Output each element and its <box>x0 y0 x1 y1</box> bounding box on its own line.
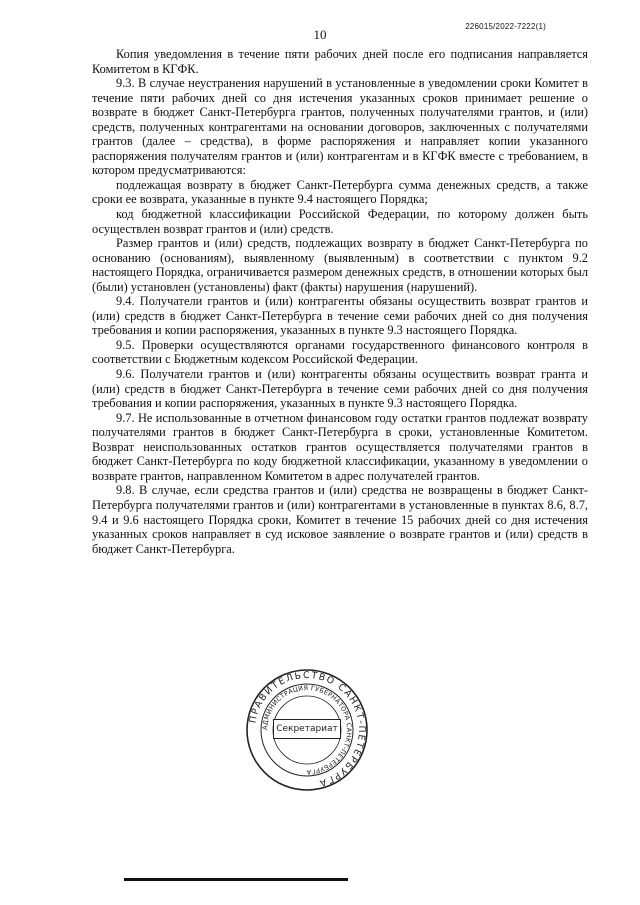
document-id: 226015/2022-7222(1) <box>465 22 546 31</box>
paragraph-9-3-item-amount: подлежащая возврату в бюджет Санкт-Петербурга сумма денежных средств, а также сроки ее возврата, указанные в пункте 9.4 настоящего Порядка; <box>92 177 588 207</box>
seal-center-label: Секретариат <box>273 719 341 739</box>
footer-rule <box>124 878 348 881</box>
paragraph-9-5: 9.5. Проверки осуществляются органами государственного финансового контроля в соответствии с Бюджетным кодексом Российской Федерации. <box>92 337 588 367</box>
paragraph-9-3: 9.3. В случае неустранения нарушений в установленные в уведомлении сроки Комитет в течение пяти рабочих дней со дня истечения указанных сроков принимает решение о возврате в бюджет Санкт-Петербурга грантов, полученных получателями грантов, и (или) средств, полученных контрагентами на основании договоров, заключенных с получателями грантов (далее – средства), в форме распоряжения и направляет копии указанного распоряжения получателям грантов и (или) контрагентам и в КГФК вместе с требованием, в котором предусматриваются: <box>92 76 588 178</box>
seal-inner-text: АДМИНИСТРАЦИЯ ГУБЕРНАТОРА САНКТ-ПЕТЕРБУРГА <box>260 683 354 777</box>
paragraph-9-6: 9.6. Получатели грантов и (или) контрагенты обязаны осуществить возврат гранта и (или) средств в бюджет Санкт-Петербурга в течение семи рабочих дней со дня получения требования и копии распоряжения, указанных в пункте 9.3 настоящего Порядка. <box>92 367 588 411</box>
paragraph-notice-copy: Копия уведомления в течение пяти рабочих дней после его подписания направляется Комитетом в КГФК. <box>92 47 588 76</box>
seal-outer-text: ПРАВИТЕЛЬСТВО САНКТ-ПЕТЕРБУРГА <box>247 669 368 789</box>
official-seal <box>245 668 369 792</box>
document-body <box>92 47 588 556</box>
paragraph-9-7: 9.7. Не использованные в отчетном финансовом году остатки грантов подлежат возврату получателями грантов в бюджет Санкт-Петербурга в сроки, установленные Комитетом. Возврат неиспользованных остатков грантов осуществляется получателями грантов в бюджет Санкт-Петербурга по коду бюджетной классификации, указанному в уведомлении о возврате грантов, направленном Комитетом в адрес получателей грантов. <box>92 410 588 483</box>
paragraph-9-3-item-code: код бюджетной классификации Российской Федерации, по которому должен быть осуществлен возврат грантов и (или) средств. <box>92 207 588 236</box>
paragraph-9-4: 9.4. Получатели грантов и (или) контрагенты обязаны осуществить возврат грантов и (или) средств в бюджет Санкт-Петербурга в течение семи рабочих дней со дня получения требования и копии распоряжения, указанных в пункте 9.3 настоящего Порядка. <box>92 294 588 338</box>
paragraph-9-3-size: Размер грантов и (или) средств, подлежащих возврату в бюджет Санкт-Петербурга по основанию (основаниям), выявленному (выявленным) в соответствии с пунктом 9.2 настоящего Порядка, ограничивается размером денежных средств, в отношении которых был (были) установлен (установлены) факт (факты) нарушения (нарушений). <box>92 236 588 294</box>
page-number: 10 <box>313 27 327 42</box>
paragraph-9-8: 9.8. В случае, если средства грантов и (или) средства не возвращены в бюджет Санкт-Петербурга получателями грантов и (или) контрагентами в установленные в пунктах 8.6, 8.7, 9.4 и 9.6 настоящего Порядка сроки, Комитет в течение 15 рабочих дней со дня истечения указанных сроков направляет в суд исковое заявление о возврате грантов и (или) средств в бюджет Санкт-Петербурга. <box>92 483 588 556</box>
